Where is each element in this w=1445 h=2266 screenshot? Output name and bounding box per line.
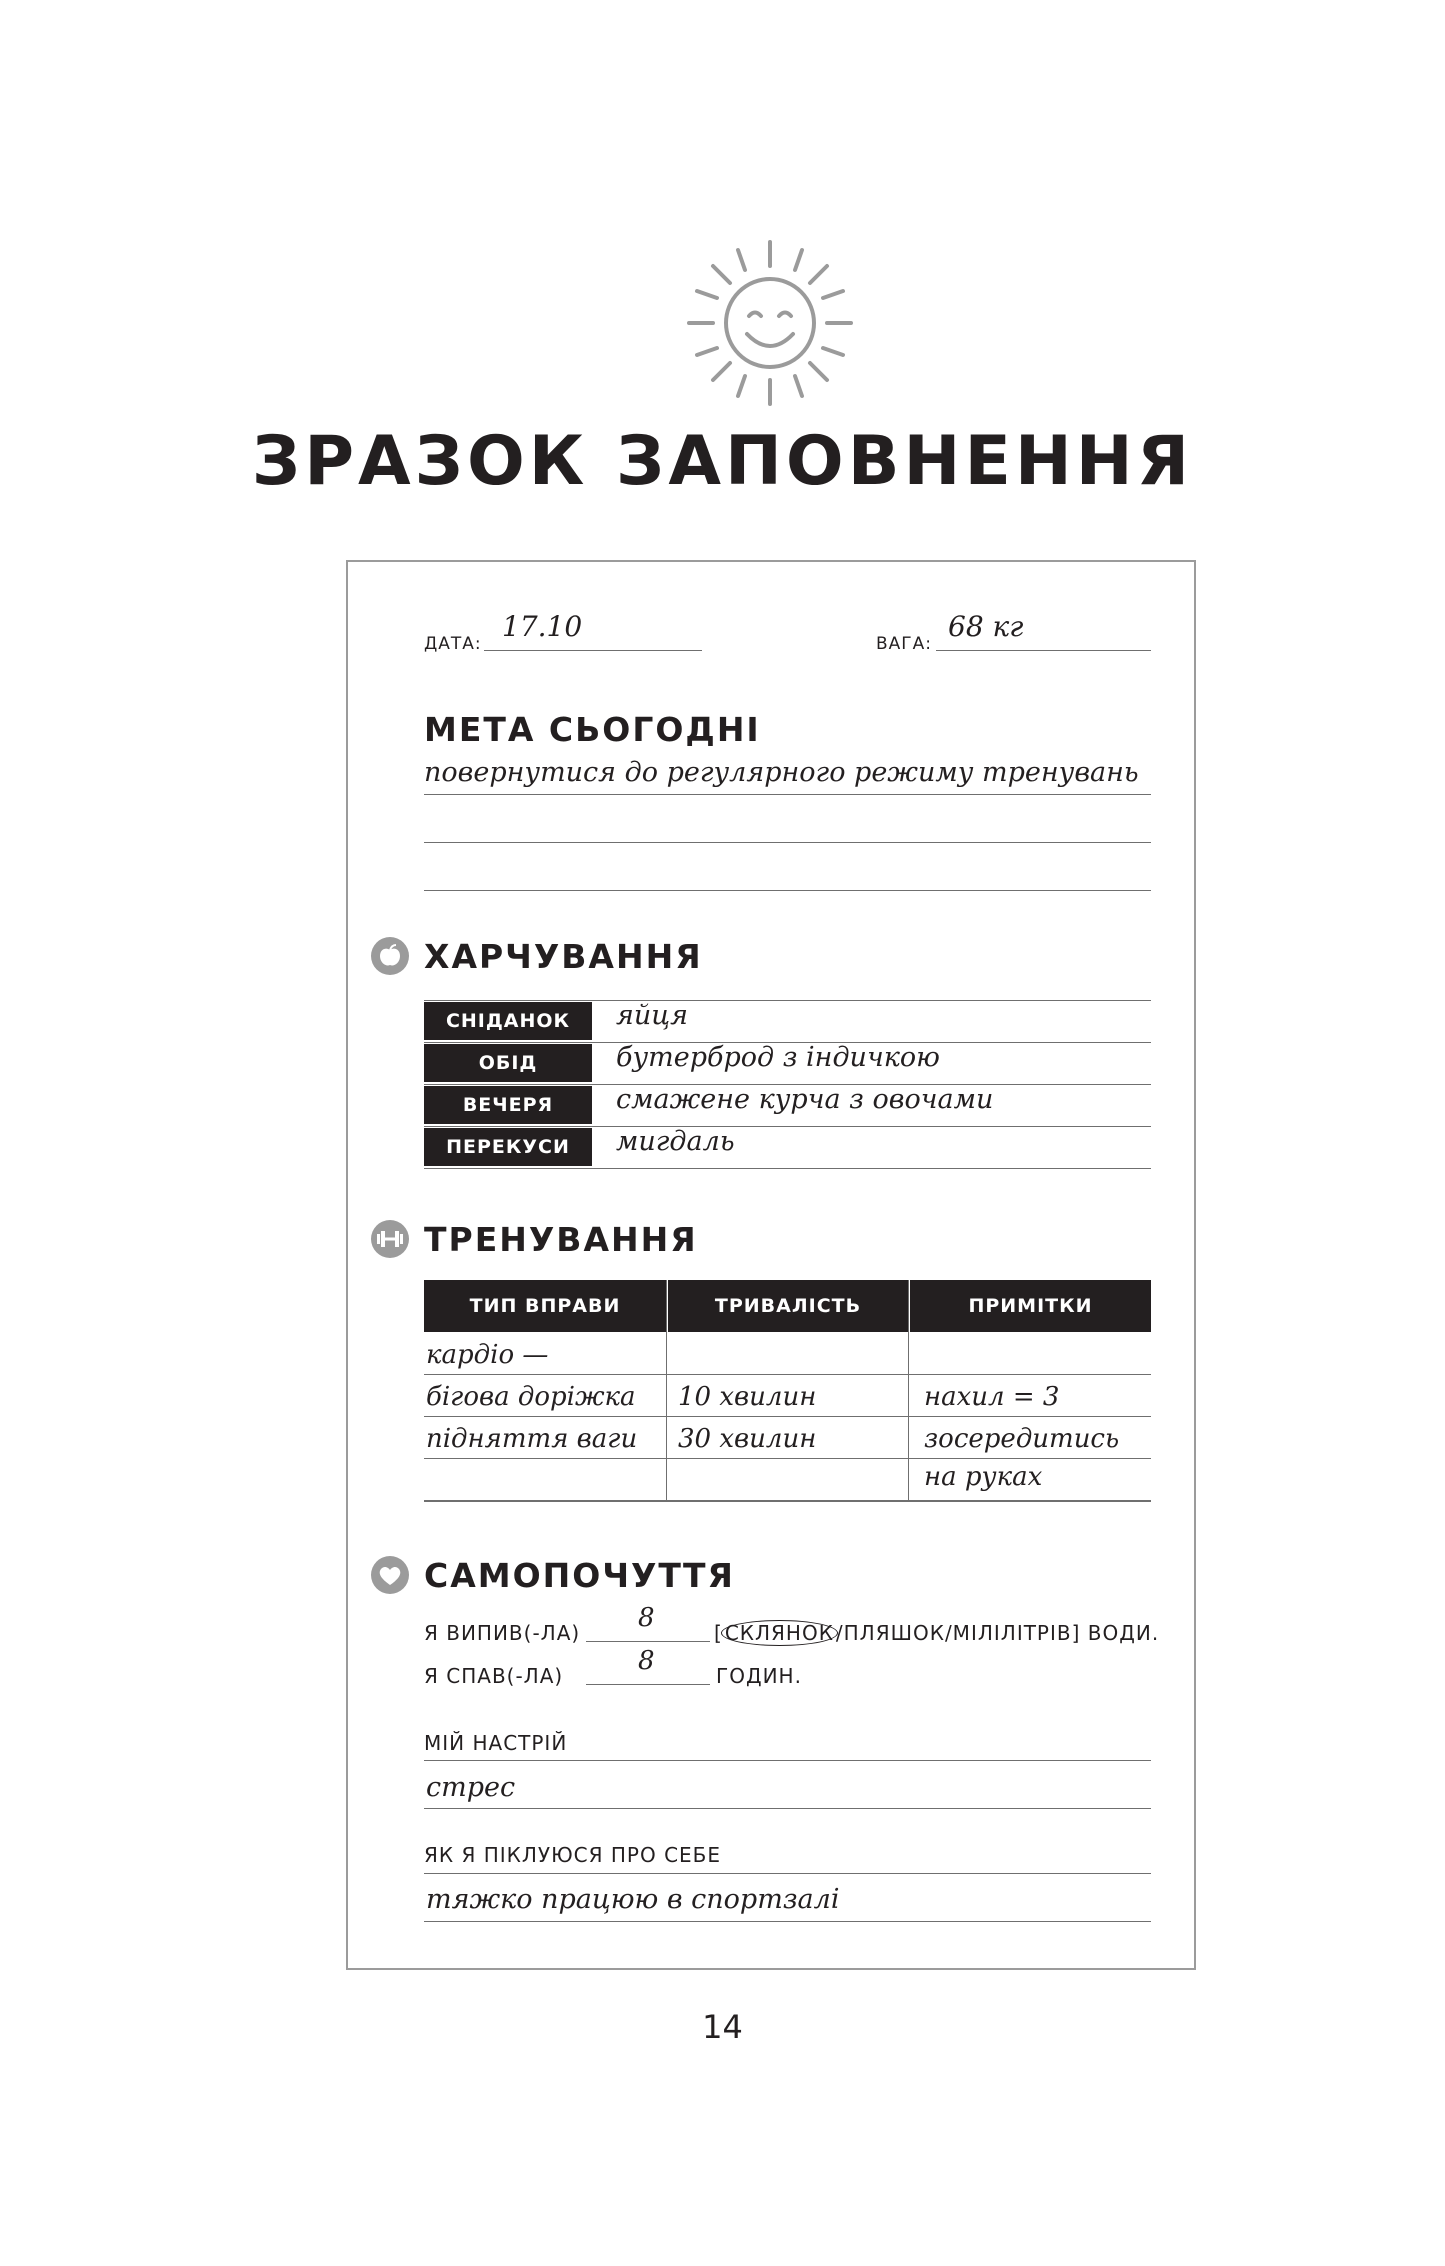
mood-rule-bottom — [424, 1808, 1151, 1809]
meal-value-snacks[interactable]: мигдаль — [616, 1126, 735, 1157]
workout-divider-2 — [908, 1280, 909, 1500]
workout-duration-2[interactable]: 30 хвилин — [678, 1424, 817, 1454]
weight-label: ВАГА: — [876, 634, 933, 654]
water-open-bracket: [ — [714, 1621, 723, 1645]
workout-rule-3 — [424, 1458, 1151, 1459]
smiling-sun-icon — [687, 240, 853, 406]
apple-icon — [371, 937, 409, 975]
water-unit-selected[interactable]: СКЛЯНОК — [721, 1620, 838, 1646]
workout-rule-2 — [424, 1416, 1151, 1417]
workout-type-3[interactable]: підняття ваги — [426, 1424, 638, 1454]
workout-divider-1 — [666, 1280, 667, 1500]
heart-icon — [371, 1556, 409, 1594]
sleep-prefix: Я СПАВ(-ЛА) — [424, 1664, 564, 1688]
weight-value[interactable]: 68 кг — [948, 610, 1024, 643]
workout-col-notes: ПРИМІТКИ — [910, 1280, 1151, 1332]
sleep-value[interactable]: 8 — [638, 1646, 655, 1676]
meal-label-breakfast: СНІДАНОК — [424, 1002, 592, 1040]
water-line — [586, 1641, 710, 1642]
meal-rule-bottom — [424, 1168, 1151, 1169]
selfcare-label: ЯК Я ПІКЛУЮСЯ ПРО СЕБЕ — [424, 1843, 722, 1867]
meal-value-lunch[interactable]: бутерброд з індичкою — [616, 1042, 940, 1073]
workout-rule-1 — [424, 1374, 1151, 1375]
meal-value-breakfast[interactable]: яйця — [616, 1000, 688, 1031]
weight-line — [936, 650, 1151, 651]
meal-rule-top — [424, 1000, 1151, 1001]
meal-label-snacks: ПЕРЕКУСИ — [424, 1128, 592, 1166]
date-label: ДАТА: — [424, 634, 482, 654]
workout-col-duration: ТРИВАЛІСТЬ — [668, 1280, 908, 1332]
water-prefix: Я ВИПИВ(-ЛА) — [424, 1621, 581, 1645]
workout-heading: ТРЕНУВАННЯ — [424, 1220, 698, 1259]
date-line — [484, 650, 702, 651]
meal-value-dinner[interactable]: смажене курча з овочами — [616, 1084, 994, 1115]
dumbbell-icon — [371, 1220, 409, 1258]
mood-label: МІЙ НАСТРІЙ — [424, 1731, 568, 1755]
water-value[interactable]: 8 — [638, 1603, 655, 1633]
meal-rule-3 — [424, 1126, 1151, 1127]
goal-line-1[interactable]: повернутися до регулярного режиму тренувань — [424, 757, 1139, 788]
wellbeing-heading: САМОПОЧУТТЯ — [424, 1556, 735, 1595]
mood-rule-top — [424, 1760, 1151, 1761]
water-suffix: /ПЛЯШОК/МІЛІЛІТРІВ] ВОДИ. — [835, 1621, 1160, 1645]
water-unit-line — [714, 1621, 1159, 1645]
workout-type-1[interactable]: кардіо — — [426, 1340, 549, 1370]
selfcare-rule-bottom — [424, 1921, 1151, 1922]
meal-label-lunch: ОБІД — [424, 1044, 592, 1082]
workout-rule-bottom — [424, 1500, 1151, 1502]
goal-rule-3 — [424, 890, 1151, 891]
goal-rule-2 — [424, 842, 1151, 843]
page-number: 14 — [702, 2008, 743, 2046]
workout-note-1[interactable]: нахил = 3 — [924, 1382, 1060, 1412]
workout-note-2[interactable]: зосередитись — [924, 1424, 1120, 1454]
workout-type-2[interactable]: бігова доріжка — [426, 1382, 636, 1412]
selfcare-rule-top — [424, 1873, 1151, 1874]
mood-value[interactable]: стрес — [426, 1772, 516, 1803]
workout-duration-1[interactable]: 10 хвилин — [678, 1382, 817, 1412]
sleep-line — [586, 1684, 710, 1685]
goal-heading: МЕТА СЬОГОДНІ — [424, 710, 761, 749]
sleep-suffix: ГОДИН. — [716, 1664, 802, 1688]
date-value[interactable]: 17.10 — [502, 610, 583, 643]
goal-rule-1 — [424, 794, 1151, 795]
page-title: ЗРАЗОК ЗАПОВНЕННЯ — [251, 422, 1194, 501]
workout-note-3[interactable]: на руках — [924, 1462, 1043, 1492]
selfcare-value[interactable]: тяжко працюю в спортзалі — [426, 1884, 840, 1915]
nutrition-heading: ХАРЧУВАННЯ — [424, 937, 703, 976]
meal-label-dinner: ВЕЧЕРЯ — [424, 1086, 592, 1124]
workout-col-type: ТИП ВПРАВИ — [424, 1280, 666, 1332]
